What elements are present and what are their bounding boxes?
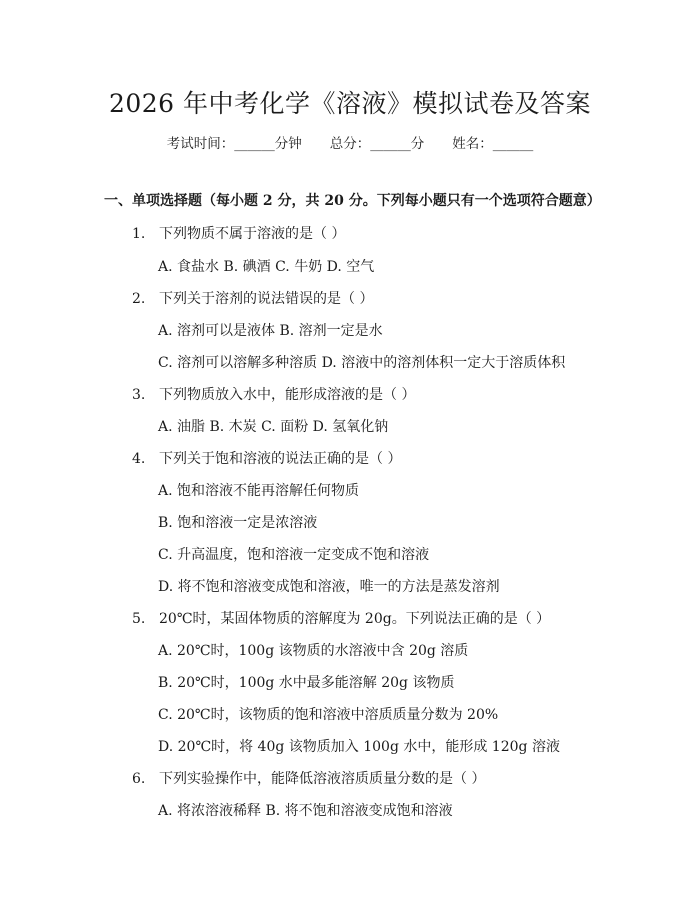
question-number: 3. — [132, 387, 146, 403]
question-text: 下列物质放入水中，能形成溶液的是（ ） — [159, 387, 416, 403]
question-5-option-a: A. 20℃时，100g 该物质的水溶液中含 20g 溶质 — [158, 643, 469, 659]
question-number: 1. — [132, 226, 146, 242]
question-number: 2. — [132, 291, 146, 307]
question-4-option-b: B. 饱和溶液一定是浓溶液 — [158, 515, 318, 531]
question-4-option-a: A. 饱和溶液不能再溶解任何物质 — [158, 483, 360, 499]
question-5-option-b: B. 20℃时，100g 水中最多能溶解 20g 该物质 — [158, 675, 455, 691]
question-5-option-c: C. 20℃时，该物质的饱和溶液中溶质质量分数为 20% — [158, 707, 499, 723]
question-3 — [132, 384, 415, 404]
question-6 — [132, 768, 485, 788]
question-1 — [132, 223, 345, 243]
question-text: 下列关于溶剂的说法错误的是（ ） — [159, 291, 374, 307]
question-number: 4. — [132, 451, 146, 467]
name-field: 姓名：______ — [452, 136, 534, 152]
question-2 — [132, 288, 373, 308]
question-5-option-d: D. 20℃时，将 40g 该物质加入 100g 水中，能形成 120g 溶液 — [158, 739, 560, 755]
question-4-option-c: C. 升高温度，饱和溶液一定变成不饱和溶液 — [158, 547, 430, 563]
exam-time-field: 考试时间：______分钟 — [166, 136, 302, 152]
question-2-options-cd: C. 溶剂可以溶解多种溶质 D. 溶液中的溶剂体积一定大于溶质体积 — [158, 355, 566, 371]
page-title: 2026 年中考化学《溶液》模拟试卷及答案 — [108, 89, 592, 118]
question-4 — [132, 448, 401, 468]
question-text: 下列实验操作中，能降低溶液溶质质量分数的是（ ） — [159, 771, 486, 787]
total-score-field: 总分：______分 — [329, 136, 425, 152]
question-3-options: A. 油脂 B. 木炭 C. 面粉 D. 氢氧化钠 — [158, 419, 389, 435]
question-4-option-d: D. 将不饱和溶液变成饱和溶液，唯一的方法是蒸发溶剂 — [158, 579, 500, 595]
exam-info-line — [0, 132, 700, 152]
question-number: 6. — [132, 771, 146, 787]
question-2-options-ab: A. 溶剂可以是液体 B. 溶剂一定是水 — [158, 323, 383, 339]
question-6-options: A. 将浓溶液稀释 B. 将不饱和溶液变成饱和溶液 — [158, 803, 453, 819]
question-1-options: A. 食盐水 B. 碘酒 C. 牛奶 D. 空气 — [158, 259, 375, 275]
section-heading-single-choice: 一、单项选择题（每小题 2 分，共 20 分。下列每小题只有一个选项符合题意） — [104, 193, 601, 209]
question-text: 20℃时，某固体物质的溶解度为 20g。下列说法正确的是（ ） — [159, 611, 551, 627]
question-text: 下列物质不属于溶液的是（ ） — [159, 226, 346, 242]
question-number: 5. — [132, 611, 146, 627]
question-text: 下列关于饱和溶液的说法正确的是（ ） — [159, 451, 402, 467]
question-5 — [132, 608, 550, 628]
